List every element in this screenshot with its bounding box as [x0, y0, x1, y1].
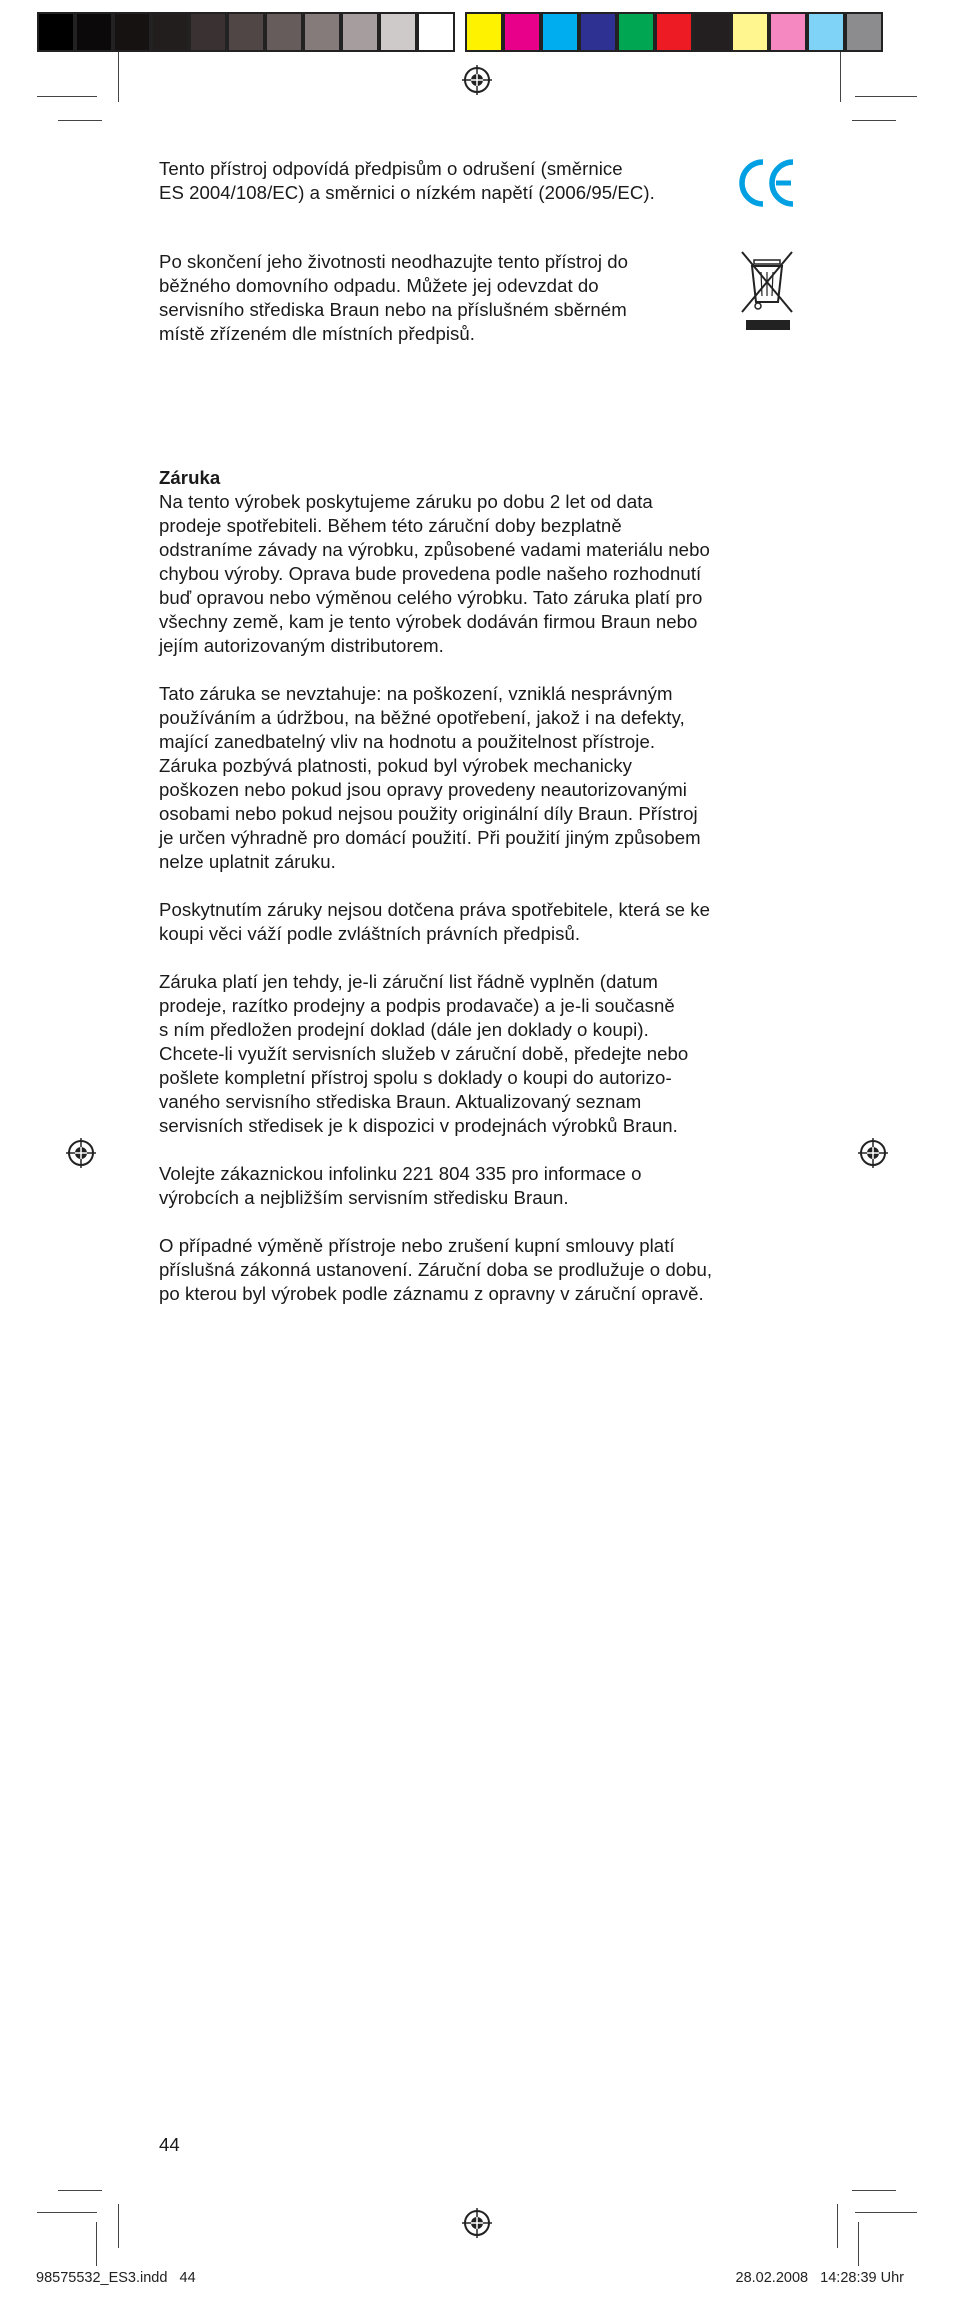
text-line: pošlete kompletní přístroj spolu s doklady o koupi do autorizo- [159, 1067, 672, 1088]
text-line: Volejte zákaznickou infolinku 221 804 335 pro informace o [159, 1163, 642, 1184]
footer-datetime: 28.02.2008 14:28:39 Uhr [735, 2270, 904, 2286]
warranty-paragraph [159, 970, 712, 1138]
color-swatch [807, 12, 845, 52]
text-line: Po skončení jeho životnosti neodhazujte tento přístroj do [159, 251, 629, 272]
text-line: vaného servisního střediska Braun. Aktualizovaný seznam [159, 1091, 642, 1112]
text-line: Tento přístroj odpovídá předpisům o odrušení (směrnice [159, 158, 623, 179]
text-line: nelze uplatnit záruku. [159, 851, 336, 872]
color-swatch [417, 12, 455, 52]
text-line: místě zřízeném dle místních předpisů. [159, 323, 476, 344]
text-line: mající zanedbatelný vliv na hodnotu a použitelnost přístroje. [159, 731, 656, 752]
text-line: po kterou byl výrobek podle záznamu z opravny v záruční opravě. [159, 1283, 704, 1304]
footer-file-info: 98575532_ES3.indd 44 [36, 2270, 196, 2286]
warranty-paragraph [159, 898, 712, 946]
color-swatch [845, 12, 883, 52]
registration-mark-icon [66, 1138, 96, 1168]
text-line: Záruka pozbývá platnosti, pokud byl výrobek mechanicky [159, 755, 632, 776]
color-swatch [265, 12, 303, 52]
text-line: chybou výroby. Oprava bude provedena podle našeho rozhodnutí [159, 563, 702, 584]
color-swatch [151, 12, 189, 52]
color-swatch [189, 12, 227, 52]
text-line: O případné výměně přístroje nebo zrušení kupní smlouvy platí [159, 1235, 675, 1256]
color-swatch [341, 12, 379, 52]
color-swatch [541, 12, 579, 52]
color-swatch [693, 12, 731, 52]
color-swatch [769, 12, 807, 52]
crossed-bin-icon [738, 250, 796, 334]
text-line: Na tento výrobek poskytujeme záruku po dobu 2 let od data [159, 491, 653, 512]
color-swatch [37, 12, 75, 52]
color-swatch [579, 12, 617, 52]
text-line: servisních středisek je k dispozici v prodejnách výrobků Braun. [159, 1115, 678, 1136]
color-swatch [731, 12, 769, 52]
text-line: odstraníme závady na výrobku, způsobené vadami materiálu nebo [159, 539, 710, 560]
text-line: prodeje spotřebiteli. Během této záruční doby bezplatně [159, 515, 622, 536]
text-line: Poskytnutím záruky nejsou dotčena práva spotřebitele, která se ke [159, 899, 711, 920]
text-line: s ním předložen prodejní doklad (dále jen doklady o koupi). [159, 1019, 649, 1040]
warranty-paragraph [159, 1234, 712, 1306]
ce-mark-icon [738, 156, 796, 210]
text-line: servisního střediska Braun nebo na příslušném sběrném [159, 299, 627, 320]
warranty-heading: Záruka [159, 467, 221, 488]
text-line: prodeje, razítko prodejny a podpis prodavače) a je-li současně [159, 995, 675, 1016]
text-line: výrobcích a nejbližším servisním středisku Braun. [159, 1187, 569, 1208]
text-line: buď opravou nebo výměnou celého výrobku. Tato záruka platí pro [159, 587, 703, 608]
color-swatch [75, 12, 113, 52]
warranty-section [159, 466, 712, 1306]
color-swatch [379, 12, 417, 52]
color-swatch [503, 12, 541, 52]
text-line: příslušná zákonná ustanovení. Záruční doba se prodlužuje o dobu, [159, 1259, 713, 1280]
compliance-text [159, 157, 655, 205]
registration-mark-icon [858, 1138, 888, 1168]
warranty-paragraph [159, 682, 712, 874]
color-swatch [617, 12, 655, 52]
text-line: Tato záruka se nevztahuje: na poškození, vzniklá nesprávným [159, 683, 673, 704]
warranty-paragraph [159, 1162, 712, 1210]
text-line: Záruka platí jen tehdy, je-li záruční list řádně vyplněn (datum [159, 971, 658, 992]
text-line: běžného domovního odpadu. Můžete jej odevzdat do [159, 275, 599, 296]
color-swatch [227, 12, 265, 52]
warranty-paragraph [159, 490, 712, 658]
text-line: ES 2004/108/EC) a směrnici o nízkém napětí (2006/95/EC). [159, 182, 655, 203]
color-calibration-bar [37, 12, 919, 52]
disposal-text [159, 250, 628, 346]
color-swatch [303, 12, 341, 52]
registration-mark-icon [462, 65, 492, 95]
text-line: koupi věci váží podle zvláštních právních předpisů. [159, 923, 581, 944]
color-swatch [113, 12, 151, 52]
text-line: poškozen nebo pokud jsou opravy provedeny neautorizovanými [159, 779, 687, 800]
text-line: osobami nebo pokud nejsou použity originální díly Braun. Přístroj [159, 803, 698, 824]
text-line: Chcete-li využít servisních služeb v záruční době, předejte nebo [159, 1043, 689, 1064]
text-line: všechny země, kam je tento výrobek dodáván firmou Braun nebo [159, 611, 698, 632]
registration-mark-icon [462, 2208, 492, 2238]
color-swatch [465, 12, 503, 52]
page-number: 44 [159, 2134, 180, 2155]
text-line: používáním a údržbou, na běžné opotřebení, jakož i na defekty, [159, 707, 685, 728]
text-line: jejím autorizovaným distributorem. [159, 635, 444, 656]
text-line: je určen výhradně pro domácí použití. Při použití jiným způsobem [159, 827, 701, 848]
color-swatch [655, 12, 693, 52]
